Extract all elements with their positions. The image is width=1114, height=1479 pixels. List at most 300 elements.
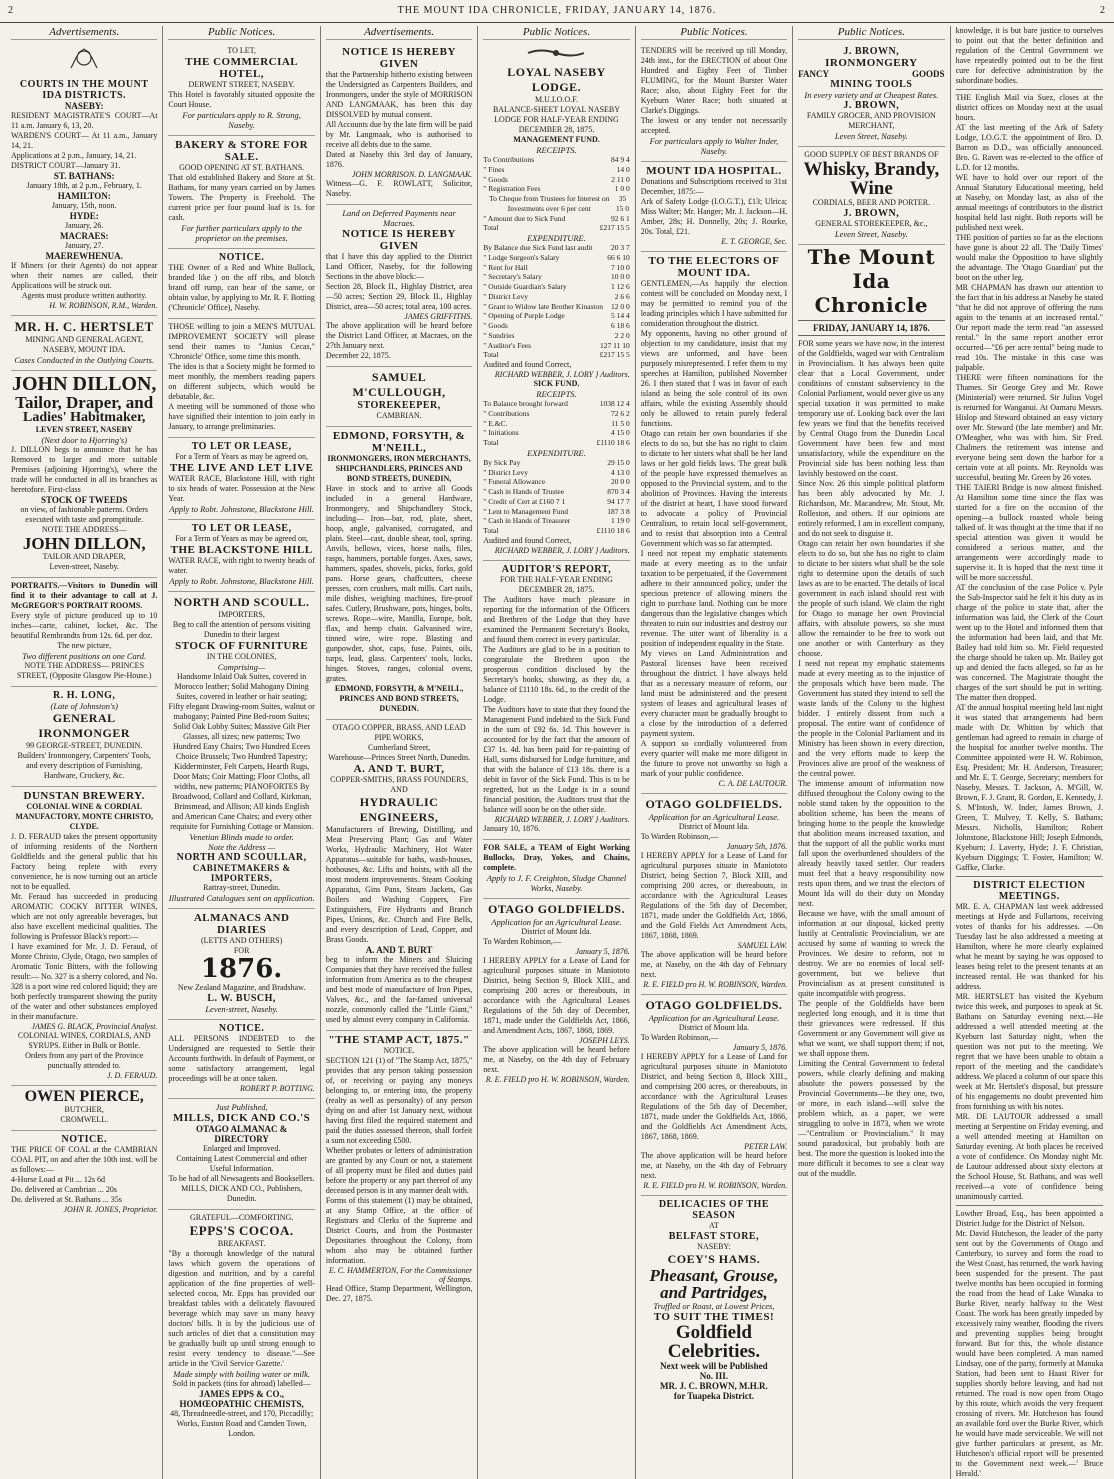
feraud-orders: Orders from any part of the Province punctually attended to. (25, 1051, 144, 1070)
burt-body-2: beg to inform the Miners and Sluicing Companies that they have received the fullest information from America as to the cheapest and best mode of manufacture of Iron Pipes, Valves, &c., and the far-famed universal nozzle, commonly called the "Little Giant," used by almost every company in California. (325, 955, 473, 1024)
ledger-amount: £1110 18 6 (596, 526, 630, 535)
long-address: 99 GEORGE-STREET, DUNEDIN. (26, 741, 143, 750)
ledger-row (483, 507, 629, 517)
sale-apply: Apply to J. F. Creighton, Sludge Channel Works, Naseby. (486, 872, 627, 893)
news-item: Mr. David Hutcheson, the leader of the party sent out by the Governments of Otago and Canterbury, to survey and form the road to the West Coast, has returned, the work having been suspended for the present. The past twelve months has been occupied in forming the road from the head of Lake Wanaka to Burke River, nearly halfway to the West Coast. The work has been greatly impeded by excessively rainy weather, flooding the rivers and preventing supplies being brought forward. But for this, the whole distance would have been completed. A man named Lindsay, one of the party, formerly at Manuka Station, had been sent to Haast River for supplies shortly before leaving, and had not returned. The road is now open from Otago by this route, which avoids the very frequent crossing of rivers. Mr. Hutcheson has found an available ford over the Burke River, which he would have made serviceable. We will not give further particulars at present, as Mr. Hutcheson's official report will be presented to the Government next week.—' Bruce Herald.' (955, 1229, 1103, 1478)
brass-head: OTAGO COPPER, BRASS, AND LEAD PIPE WORKS, (332, 723, 466, 742)
burt-signature: A. AND T. BURT (365, 945, 433, 955)
ledger-row (483, 419, 629, 429)
auditor-report (483, 561, 629, 840)
report-body: The Auditors have much pleasure in reporting for the information of the Officers and Brethren of the Lodge that they have examined the Permanent Secretary's Books, and found them correct in every particular. (483, 594, 630, 644)
portraits-body: Every style of picture produced up to 10 inches—carte, cabinet, locket, &c. The beautiful Rembrandts from 12s. 6d. per doz. (11, 611, 158, 640)
ledger-label: " Contributions (483, 408, 530, 418)
mills-sub: OTAGO ALMANAC & DIRECTORY (195, 1124, 288, 1145)
blackstone-ad (168, 520, 314, 592)
editorial-paragraph: Otago can retain her own boundaries if she elects to do so, but she has no right to claim to dictate to her sisters what shall be the sole right to determine upon the details of such laws as are to be enacted. The details of local government in each island should rest with the people of such island. We claim the right for Otago to manage her own Provincial affairs, with absolute powers, so she must allow the remainder to be free to work out one another or with Canterbury as they choose. (798, 539, 945, 658)
whisky-brandy-wine: Whisky, Brandy, Wine (803, 159, 940, 199)
receipts-label: RECEIPTS. (536, 145, 577, 155)
goldfield-for: for Tuapeka District. (673, 1391, 754, 1401)
ns-sub-2: CABINETMAKERS & IMPORTERS, (192, 863, 291, 883)
agents-note: Agents must produce written authority. (21, 291, 147, 300)
forsyth-trade: IRONMONGERS, IRON MERCHANTS, SHIPCHANDLERS, PRINCES AND BOND STREETS, DUNEDIN, (327, 454, 471, 483)
ledger-label: " Amount due to Sick Fund (483, 213, 566, 223)
report-signature: RICHARD WEBBER, J. LORY } Auditors. (494, 814, 630, 824)
pierce-location: CROMWELL. (60, 1115, 109, 1124)
ledger-row (483, 477, 629, 487)
long-sub: (Late of Johnston's) (50, 701, 118, 711)
tender-note: The lowest or any tender not necessarily accepted. (640, 116, 788, 135)
dillon-location-2: (Next door to Hjorring's) (41, 435, 128, 445)
land-date: December 22, 1875. (325, 351, 391, 360)
ns-colonies: IN THE COLONIES, (206, 652, 277, 661)
notice-witness: Witness—G. F. ROWLATT, Solicitor, Naseby. (325, 179, 473, 198)
ledger-label: To Cheque from Trustees for Interest on Investments over 6 per cent (489, 194, 610, 213)
gold-body: I HEREBY APPLY for a Lease of Land for agricultural purposes situate in Maniototo District, and being Section 8, Block XIII., and comprising 200 acres, or thereabouts, in accordance with the Agricultural Leases Regulations of the 5th day of December, 1871, made under the Goldfields Act, 1866, and the Goldfields Act Amendment Acts, 1867, 1868, 1869. (640, 1052, 788, 1141)
portraits-ad (11, 578, 157, 687)
gold-sub: Application for an Agricultural Lease. (491, 916, 622, 927)
news-item: Lowther Broad, Esq., has been appointed a District Judge for the District of Nelson. (955, 1209, 1103, 1228)
coal-signature: JOHN R. JONES, Proprietor. (63, 1205, 158, 1214)
pierce-trade: BUTCHER, (64, 1105, 104, 1114)
hertslet-name: MR. H. C. HERTSLET (14, 319, 154, 334)
ledger-amount: 14 0 (616, 164, 630, 174)
electors-body-4: I need not repeat my emphatic statements made at every meeting as to the unfair taxation to be perpetuated, if the Government adhere to their announced policy, under the specious pretence of allowing miners the right to purchase land. Nothing can be more dangerous than the legislative changes which threaten to ruin our industries and destroy our revenue. The utter want of liberality is a position of independent equality in the State. (640, 549, 788, 648)
dillon-body: J. DILLON begs to announce that he has Removed to larger and more suitable Premises (adjoining Hjorring's), where the trade will be conducted in all its branches as heretofore. First-class (11, 445, 158, 494)
editorial-paragraph: I need not repeat my emphatic statements made at every meeting as to the injustice of the proposals which have been made. The Government has stated they intend to sell the waste lands of the Colony to the highest bidder. I entirely dissent from such a proposal. The entire want of confidence of the people in the Colonial Parliament and its Ministry has been shown in every direction, and the very efforts made to keep the Provinces alive are proof of the weakness of the central power. (798, 659, 945, 778)
dillon-trade: Tailor, Draper, and (15, 393, 154, 412)
masthead (0, 0, 1114, 23)
ledger-amount: 12 0 0 (610, 301, 630, 311)
notice-head: NOTICE IS HEREBY GIVEN (342, 46, 456, 70)
editorial-paragraph: FOR some years we have now, in the interest of the Goldfields, waged war with Centralism in Provincialism. It has always been quite clear that a Local Government, under conditions of constant subserviency to the Colonial Parliament, would never give us any special taxation it was permitted to make temporary use of. Looking back over the last few years we find that the benefits received by Central Otago from the Dunedin Local Government have been few and most unsatisfactory, while the expenditure on the Provincial side has been nothing less than lavishly bestowed on the coast. (798, 339, 945, 478)
busch-location: Leven-street, Naseby. (205, 1004, 278, 1015)
long-name: R. H. LONG, (52, 690, 116, 701)
electors-head: TO THE ELECTORS OF MOUNT IDA. (648, 255, 780, 279)
epps-name: EPPS'S COCOA. (189, 1223, 294, 1239)
stamp-act-ad (326, 1031, 472, 1309)
ledger-row (483, 350, 629, 360)
livelet-body: WATER RACE, Blackstone Hill, with right to six heads of water. Possession at the New Year. (168, 474, 315, 503)
mills-body: Containing Latest Commercial and other Useful Information. (176, 1154, 307, 1174)
brown-every: In every variety and at Cheapest Rates. (804, 90, 939, 100)
ledger-row (483, 311, 629, 321)
land-heard: The above application will be heard before the District Land Officer, at Macraes, on the 27th January next. (325, 321, 473, 350)
cordials-location: Leven Street, Naseby. (834, 229, 908, 239)
court-line: DISTRICT COURT—January 31. (11, 161, 121, 170)
editorial-continued: knowledge, it is but bare justice to ourselves to point out that the better definition and regulation of the Central Government we have repeatedly pointed out to be the first cure for defective administration by the subordinate bodies. (955, 26, 1103, 85)
forsyth-ad (326, 427, 472, 720)
news-item: AT the annual hospital meeting held last night it was stated that arrangements had been made with Dr. Whitton by which that gentleman had agreed to remain in charge of the hospital for another twelve months. The Committee appointed were H. W. Robinson, Esq. President; Mr. H. Anderson, Treasurer; and Mr. E. T. George, Secretary; members for Naseby, Messrs. T. Jackson, A. M'Gill, W. Brown, F. J. Grant, R. Gordon, E. Kennedy, J. S. M'Intosh, W. Inder, James Brown, J. Green, T. Mulvey, T. Kelly, S. Bathans; Messrs. Nicholls, Hamilton; Robert Johnstone, Blackstone Hill; Joseph Edmonds, Kyeburn; J. Laverty, Hyde; J. F. Christian, Kyeburn Diggings; T. Foster, Hamilton; W. Gaffke, Clarke. (955, 703, 1103, 872)
ledger-label: " Cash in Hands of Trustee (483, 487, 565, 496)
news-item: MR. HERTSLET has visited the Kyeburn twice this week, and purposes to speak at St. Bathans on Saturday evening next.—He addressed a well attended meeting at the Kyeburn last Saturday night, when the question was not put to the meeting. We regret that we have been unable to obtain a report of the meeting and the candidate's address. We placed a column of our space this week at Mr. Hertslet's disposal, but pressure of his engagements no doubt prevented him from furnishing us with his notes. (955, 992, 1103, 1111)
brewery-ad (11, 787, 157, 1086)
news-item: THERE were fifteen nominations for the Thames. Sir George Grey and Mr. Rowe (Ministerial) were returned. Sir Julius Vogel is returned for Wanganui. At Oamaru Messrs. Hislop and Steward obtained an easy victory over Mr. Steward (the late member) and Mr. O'Meagher, who was with him. Sir Fred. Chalmers the retirement was intense and everyone being sent down the harbor for a certain vote at all points. Mr. Reynolds was successful, beating Mr. Green by 26 votes. (955, 373, 1103, 482)
brown-family: FAMILY GROCER, AND PROVISION MERCHANT, (806, 111, 936, 130)
ledger-row (483, 165, 629, 175)
north-scoull-ad (168, 592, 314, 909)
ledger-amount: 187 3 8 (607, 506, 630, 516)
ledger-label: " Outside Guardian's Salary (483, 282, 567, 291)
ledger-amount: £1110 18 6 (596, 438, 630, 447)
ledger-label: To Balance brought forward (483, 399, 568, 408)
hospital-body: Donations and Subscriptions received to 31st December, 1875:— (640, 177, 788, 196)
section-header: Public Notices. (168, 26, 314, 40)
report-head: AUDITOR'S REPORT, (501, 563, 612, 575)
ledger-amount: 84 9 4 (610, 155, 630, 164)
stamp-body: SECTION 121 (1) of "The Stamp Act, 1875," provides that any person taking possession of, or receiving or paying any moneys belonging to, or entering into, the property (realty as well as personalty) of any person dying on and after 1st January next, without having first filed the required statement and paid the duties assessed thereon, shall forfeit a sum not exceeding £500. (325, 1056, 473, 1145)
ledger-row (483, 497, 629, 507)
ledger-label: Total (483, 438, 499, 447)
news-item: MR. DE LAUTOUR addressed a small meeting at Serpentine on Friday evening, and a well attended meeting at Hamilton on Saturday evening. At both places he received a vote of confidence. On Monday night Mr. de Lautour addressed about sixty electors at the School House, St. Bathans, and was well received—a vote of confidence being unanimously carried. (955, 1112, 1103, 1201)
news-item: MR CHAPMAN has drawn our attention to the fact that in his address at Naseby he stated "that he did not approve of offering the runs again to the tenants at an increased rental." Our report made the term read "an assessed rental." In the same report another error occurred—"£6 per acre rental" being made to read 10s. The mistake in this case was palpable. (955, 283, 1103, 372)
tolet-head: TO LET OR LEASE, (191, 441, 292, 452)
news-item: THE TAIERI Bridge is now almost finished. At Hamilton some time since the flax was started for a fire on the occasion of the opening—a bullock roasted whole being talked of. It was thought at the time that if no special attention was given it would be considered a serious matter, and the arrangements were accordingly made to supervise it. It is hoped that the next time it will be more successful. (955, 483, 1103, 582)
blackstone-body: WATER RACE, with right to twenty heads of water. (168, 556, 315, 575)
court-line: January, 27. (65, 241, 104, 250)
land-notice (326, 205, 472, 367)
epps-body: "By a thorough knowledge of the natural laws which govern the operations of digestion and nutrition, and by a careful application of the fine properties of well-selected cocoa, Mr. Epps has provided our breakfast tables with a delicately flavoured beverage which may save us many heavy doctors' bills. It is by the judicious use of such articles of diet that a constitution may be gradually built up until strong enough to resist every tendency to disease."—See article in the 'Civil Service Gazette.' (168, 1249, 315, 1369)
ledger-label: Total (483, 350, 499, 360)
tender-apply: For particulars apply to Walter Inder, Naseby. (649, 136, 779, 156)
commercial-name: THE COMMERCIAL HOTEL, (185, 56, 299, 80)
news-item: MR. E. A. CHAPMAN last week addressed meetings at Hyde and Fullartons, receiving votes of thanks for his addresses. —On Tuesday last he also addressed a meeting at Hamilton, where he more clearly explained what he meant by saying he was opposed to leases being relet to the present tenants at an increased rental. He was thanked for his address. (955, 902, 1103, 991)
editorial-section (798, 245, 944, 1179)
expenditure-label: EXPENDITURE. (527, 233, 586, 243)
burt-name: A. AND T. BURT, (353, 763, 445, 775)
electors-body-3: Otago can retain her own boundaries if she elects to do so, but she has no right to claim to dictate to her sisters what shall be her land laws or her gold fields laws. The great bulk of the people have expressed themselves as opposed to the Provincial system, and to the abolition of Provinces. Having the interests of the district at heart, I have stood forward to advocate a policy of Provincial Centralism, to retain local self-government, and to resist that absorption into a Central Government which was so far attempted. (640, 429, 788, 548)
ledger-amount: £217 15 5 (599, 350, 630, 360)
almanac-head: ALMANACS AND DIARIES (193, 912, 290, 936)
ledger-amount: 127 11 10 (599, 340, 630, 350)
ledger-amount: 870 3 4 (607, 487, 630, 496)
ns-comprising: Comprising— (217, 662, 266, 672)
tolet-head: TO LET OR LEASE, (191, 523, 292, 534)
ledger-amount: 7 10 0 (610, 262, 630, 272)
dillon-trade-2: Ladies' Habitmaker, (23, 410, 146, 425)
brown-mining: MINING TOOLS (830, 79, 913, 90)
ledger-label: " Rent for Hall (483, 262, 528, 272)
indebted-signature: ROBERT P. BOTTING. (240, 1084, 315, 1094)
mens-body: THOSE willing to join a MEN'S MUTUAL IMPROVEMENT SOCIETY will please send their names to "Junius Cecas," 'Chronicle' Office, some time this month. (168, 322, 315, 361)
bullock-notice (168, 249, 314, 319)
ledger-row (483, 428, 629, 438)
section-header: Advertisements. (11, 26, 157, 40)
forsyth-name: EDMOND, FORSYTH, & M'NEILL, (332, 430, 466, 454)
ledger-amount: 35 15 0 (615, 194, 630, 213)
feraud-body: J. D. FERAUD takes the present opportunity of informing residents of the Northern Goldfields and the general public that his Factory being replete with every convenience, he is now turning out an article not to be equalled. (11, 832, 158, 891)
coal-line: Do. delivered at St. Bathans ... 35s (11, 1195, 122, 1204)
ledger-row (483, 341, 629, 351)
tolet-term: For a Term of Years as may be agreed on, (175, 452, 309, 461)
column-2 (163, 26, 320, 1479)
electors-body: GENTLEMEN,—As happily the election contest will be concluded on Monday next, I may be permitted to remind you of the leading principles which I have submitted for consideration throughout the district. (640, 279, 788, 328)
bullock-body: THE Owner of a Red and White Bullock, branded like ) on the off ribs, and blotch brand off rump, can hear of the same, or obtain value, by applying to Mr. R. F. Botting ('Chronicle' Office), Naseby. (168, 263, 315, 312)
hertslet-trade: MINING AND GENERAL AGENT, (25, 335, 144, 344)
audited-label: Audited and found Correct, (483, 535, 572, 545)
coal-notice-label: NOTICE. (61, 1134, 107, 1145)
fancy-goods-row (798, 69, 944, 79)
electors-body-6: A support so cordially volunteered from every quarter will make me more diligent in the future to prove not unworthy so high a mark of your public confidence. (640, 739, 788, 778)
stamp-head: "THE STAMP ACT, 1875." (328, 1034, 470, 1046)
ledger-row (483, 487, 629, 497)
epps-cocoa-ad (168, 1210, 314, 1444)
stamp-notice: NOTICE. (383, 1046, 415, 1055)
news-item: THE English Mail via Suez, closes at the district offices on Monday next at the usual hours. (955, 93, 1103, 122)
gold-warden: R. E. FIELD pro H. W. ROBINSON, Warden. (643, 980, 788, 989)
ledger-amount: 4 15 0 (610, 428, 630, 438)
crest-icon (65, 48, 103, 72)
gold-head: OTAGO GOLDFIELDS. (488, 901, 625, 916)
burt-body: Manufacturers of Brewing, Distilling, and Meat Preserving Plant; Gas and Water Works, Hydraulic Machinery, Hot Water Apparatus—suitable for baths, wash-houses, hothouses, &c. Lifts and hoists, with all the most modern improvements. Steam Cooking Apparatus, Gins Pans, Steam Jackets, Gas Boilers and Washing Coppers, Fire Extinguishers, Fire Hydrants and Branch Pipes, Unions, &c. Church and Fire Bells, and every description of Lead, Copper, and Brass Goods. (325, 825, 473, 944)
gold-warden: R. E. FIELD pro H. W. ROBINSON, Warden. (643, 1181, 788, 1190)
ledger-row (483, 516, 629, 526)
column-1 (6, 26, 163, 1479)
forsyth-signature: EDMOND, FORSYTH, & M'NEILL, PRINCES AND BOND STREETS, DUNEDIN. (334, 684, 464, 713)
land-signature: JAMES GRIFFITHS. (404, 312, 473, 321)
bakery-head: BAKERY & STORE FOR SALE. (175, 139, 309, 163)
delicacies-ad (641, 1196, 787, 1406)
mens-society-ad (168, 319, 314, 438)
news-item: AT the last meeting of the Ark of Safety Lodge, I.O.G.T. the appointment of Bro. D. Barron as D.D., was officially announced. Bro. G. Raven was re-elected to the office of L.D. for 12 months. (955, 123, 1103, 172)
gold-date: January 5, 1876. (575, 946, 630, 956)
ledger-row (483, 272, 629, 282)
ledger-amount: 66 6 10 (607, 252, 630, 262)
ledger-label: " Goods (483, 174, 508, 184)
editorial-paragraph: The people of the Goldfields have been neglected long enough, and it is time that their grievances were redressed. If this Government or any Government will give us what we want, we shall support them; if not, we shall oppose them. (798, 999, 945, 1058)
brown-trade: IRONMONGERY (825, 57, 918, 69)
forsyth-body: Have in stock and to arrive all Goods included in a general Hardware, Ironmongery, and Shipchandlery Stock, including— Iron—bar, rod, plate, sheet, hoop, angle, galvanised, corrugated, and plain. Steel—cast, double shear, tool, spring. Anvils, bellows, vices, horse nails, files, rasps, hammers, portable forges. Axes, saws, hammers, spades, shovels, picks, forks, gold pans. Horse gears, chaffcutters, cheese presses, corn crushers, malt mills. Cart nails, mile dishes, weighing machines, fire-proof safes. Cutlery, Brushware, pots, hinges, bolts, screws. Rope—wire, Manilla, Europe, bolt, flax, and hemp chain. Galvanised wire, tinned wire, wire rope. Blasting and gunpowder, shot, caps, fuse. Paints, oils, turps, lead, glass. Carpenters' tools, locks, hinges. Stoves, ranges, colonial ovens, grates. (325, 484, 473, 683)
whisky-ad (798, 147, 944, 245)
lodge-sub: M.U.I.O.O.F. (535, 95, 578, 104)
livelet-apply: Apply to Robt. Johnstone, Blackstone Hill. (169, 504, 314, 514)
column-5 (636, 26, 793, 1479)
ledger-label: " District Levy (483, 291, 528, 301)
gold-signature: JOSEPH LEYS. (579, 1035, 630, 1045)
column-7 (951, 26, 1108, 1479)
bakery-sub: GOOD OPENING AT ST. BATHANS. (179, 163, 305, 172)
ledger-row (483, 263, 629, 273)
ledger-row (483, 409, 629, 419)
ledger-label: Total (483, 223, 499, 233)
miners-note: If Miners (or their Agents) do not appear when their names are called, their Applications will be struck out. (11, 261, 158, 290)
court-line: Applications at 2 p.m., January, 14, 21. (11, 151, 137, 160)
ledger-amount: 92 6 1 (610, 213, 630, 223)
ledger-amount: 1 12 6 (610, 282, 630, 291)
stamp-signature: E. C. HAMMERTON, For the Commissioner of Stamps. (328, 1266, 473, 1284)
section-header: Advertisements. (326, 26, 472, 40)
commercial-hotel-ad (168, 43, 314, 136)
cordials-sub: GENERAL STOREKEEPER, &c., (815, 219, 928, 228)
gold-body: I HEREBY APPLY for a Lease of Land for agricultural purposes situate in Maniototo District, being Section 9, Block XIII., and comprising 200 acres or thereabouts, in accordance with the Agricultural Leases Regulations of the 5th day of December, 1871, made under the Goldfields Act, 1866, and Amendment Acts, 1867, 1868, 1869. (483, 955, 630, 1035)
ledger-label: To Contributions (483, 155, 535, 164)
dillon-location-3: Leven-street, Naseby. (49, 562, 119, 571)
sale-head: FOR SALE, a TEAM of Eight Working Bullocks, Dray, Yokes, and Chains, complete. (483, 842, 630, 872)
feraud-report: I have examined for Mr. J. D. Feraud, of Monte Christo, Clyde, Otago, two samples of Aromatic Tonic Bitters, with the following result:— No. 327 is a sherry colored, and No. 328 is a port wine red colored liquid; they are both perfectly transparent showing the purity of the water and other substances employed in their manufacture. (11, 942, 158, 1021)
st-bathans-label: ST. BATHANS: (53, 171, 115, 181)
delicacies-head: DELICACIES OF THE SEASON (658, 1199, 770, 1221)
ledger-amount: 72 6 2 (610, 408, 630, 418)
ledger-label: " Goods (483, 321, 508, 330)
ledger-label: " Registration Fees (483, 184, 541, 194)
burt-ad (326, 720, 472, 1031)
gold-date: January 5, 1876. (732, 1043, 788, 1052)
ledger-amount: 29 15 0 (607, 457, 630, 467)
sick-fund: SICK FUND. (533, 379, 580, 388)
goldfield-celebrities: Goldfield Celebrities. (667, 1322, 761, 1362)
mills-sub-2: Enlarged and Improved. (202, 1144, 281, 1154)
pheasant: Pheasant, Grouse, and Partridges, (649, 1266, 779, 1302)
column-4 (478, 26, 635, 1479)
ledger-row (483, 292, 629, 302)
report-body-2: The Auditors are glad to be in a position to congratulate the Brethren upon the prosperous condition disclosed by the Secretary's books, showing, as they do, a balance of £1110 18s. 6d., to the credit of the Lodge. (483, 644, 630, 704)
sick-receipts-label: RECEIPTS. (536, 389, 577, 399)
notice-signature: JOHN MORRISON. D. LANGMAAK. (351, 170, 473, 179)
bakery-ad (168, 136, 314, 249)
gold-warden: R. E. FIELD pro H. W. ROBINSON, Warden. (485, 1074, 630, 1084)
epps-made: Made simply with boiling water or milk. (173, 1369, 310, 1380)
lodge-head: BALANCE-SHEET LOYAL NASEBY LODGE FOR HALF-YEAR ENDING DECEMBER 28, 1875. (492, 105, 621, 134)
brown-ironmongery-ad (798, 43, 944, 147)
hospital-signature: E. T. GEORGE, Sec. (721, 237, 788, 246)
land-head: Land on Deferred Payments near Macraes. (342, 208, 456, 228)
gold-head: OTAGO GOLDFIELDS. (645, 797, 783, 811)
ledger-row (483, 155, 629, 165)
mccullough-location: CAMBRIAN. (376, 411, 422, 420)
long-ad (11, 687, 157, 787)
ledger-label: " Auditor's Fees (483, 340, 532, 350)
dillon-sub: TAILOR AND DRAPER, (42, 552, 126, 561)
dillon-tweeds: STOCK OF TWEEDS (41, 495, 128, 505)
lodge-balance-sheet (483, 43, 629, 561)
portraits-address: NOTE THE ADDRESS— PRINCES STREET, (Opposite Glasgow Pie-House.) (16, 661, 152, 680)
coal-head: THE PRICE OF COAL at the CAMBRIAN COAL PIT, on and after the 10th inst. will be as follows:— (11, 1145, 158, 1174)
ns-name-2: NORTH AND SCOULLAR, (176, 852, 307, 863)
ledger-amount: 11 5 0 (611, 418, 630, 428)
feraud-signature: JAMES G. BLACK, Provincial Analyst. (31, 1022, 158, 1031)
hertslet-note: Cases Conducted in the Outlying Courts. (14, 355, 155, 365)
epps-signature: JAMES EPPS & CO., HOMŒOPATHIC CHEMISTS, (179, 1389, 304, 1410)
ledger-row (483, 468, 629, 478)
ledger-label: By Balance due Sick Fund last audit (483, 243, 593, 252)
delicacies-location: NASEBY: (697, 1242, 731, 1251)
auditors: RICHARD WEBBER, J. LORY } Auditors. (494, 370, 630, 379)
notice-body: that the Partnership hitherto existing between the Undersigned as Carpenters Builders, and Ironmongers, under the style of MORRISON AND LANGMAAK, has been this day DISSOLVED by mutual consent. (325, 70, 473, 119)
electors-address (641, 252, 787, 794)
brewery-sub: COLONIAL WINE & CORDIAL MANUFACTORY, MONTE CHRISTO, CLYDE. (15, 802, 154, 831)
mills-signature: MILLS, DICK AND CO., Publishers, Dunedin. (181, 1184, 303, 1204)
brown-name-2: J. BROWN, (843, 100, 900, 111)
gold-heard: The above application will be heard before me, at Naseby, on the 4th day of February next. (483, 1044, 630, 1074)
hospital-name: MOUNT IDA HOSPITAL. (646, 165, 782, 177)
page-number: 2 (8, 5, 14, 16)
ledger-amount: 5 14 4 (610, 311, 630, 321)
hertslet-ad (11, 316, 157, 371)
ledger-row (483, 223, 629, 233)
naseby-label: NASEBY: (64, 101, 104, 111)
expenditure-table (483, 243, 629, 360)
ledger-row (483, 458, 629, 468)
ledger-amount: £217 15 5 (599, 223, 630, 233)
gold-sub: Application for an Agricultural Lease. (648, 1013, 780, 1023)
gold-to: To Warden Robinson,— (640, 832, 719, 841)
commercial-particulars: For particulars apply to R. Strong, Naseby. (182, 110, 301, 130)
ledger-label: " Secretary's Salary (483, 272, 542, 282)
ledger-row (483, 175, 629, 185)
mills-name: MILLS, DICK AND CO.'S (172, 1112, 311, 1125)
courts-notice (11, 43, 157, 316)
stamp-body-3: Forms of this statement (1) may be obtained, at any Stamp Office, at the office of Registrars and Clerks of the Supreme and District Courts, and from the Postmaster Depositaries throughout the Colony, from whom also may be obtained further information. (325, 1196, 473, 1265)
divider (956, 876, 1103, 877)
ledger-amount: 1 0 0 (614, 184, 630, 194)
feraud-colonial: COLONIAL WINES, CORDIALS, AND SYRUPS. Either in Bulk or Bottle. (17, 1031, 151, 1050)
notice-dated: Dated at Naseby this 3rd day of January, 1876. (325, 150, 473, 169)
coal-line: 4-Horse Load at Pit ... 12s 6d (11, 1175, 105, 1184)
sick-receipts-table (483, 399, 629, 448)
news-item: WE have to hold over our report of the Annual Statutory Educational meeting, held at Naseby, on Monday last, as also of the annual meetings of contributors to the district hospital held last night. Both reports will be published next week. (955, 173, 1103, 232)
goldfield-name: MR. J. C. BROWN, M.H.R. (660, 1381, 768, 1391)
ledger-label: " E.&C. (483, 418, 508, 428)
ns-name: NORTH AND SCOULL. (173, 595, 310, 609)
ledger-label: " Credit of Cert at £160 7 1 (483, 496, 566, 506)
goldfields-lease-ad (641, 794, 787, 995)
ledger-amount: 4 13 0 (610, 467, 630, 477)
ledger-amount: 2 2 0 (614, 330, 630, 340)
auditors: RICHARD WEBBER, J. LORY } Auditors. (494, 545, 630, 555)
section-header: Public Notices. (641, 26, 787, 40)
ledger-amount: 1038 12 4 (599, 399, 630, 408)
suit: TO SUIT THE TIMES! (653, 1311, 775, 1323)
brown-fancy: FANCY (798, 69, 829, 79)
mgmt-fund: MANAGEMENT FUND. (513, 135, 600, 144)
gold-sub: Application for an Agricultural Lease. (648, 812, 780, 822)
macraes-label: MACRAES: (59, 231, 109, 241)
almanac-sub: (LETTS AND OTHERS) (200, 936, 283, 945)
report-date: January 10, 1876. (483, 823, 541, 833)
ledger-amount: 2 6 6 (614, 291, 630, 301)
ledger-label: " Funeral Allowance (483, 477, 546, 487)
gold-district: District of Mount Ida. (678, 822, 750, 831)
hospital-list: Ark of Safety Lodge (I.O.G.T.), £13; Ulrica; Miss Walter; Mr. Hanger; Mr. J. Jackson—H. Amber, 28s; H. Donnelly, 20s; J. Rourke, 20s. Total, £21. (640, 197, 788, 236)
paper-date: FRIDAY, JANUARY 14, 1876. (798, 320, 944, 336)
ns-catalogues: Illustrated Catalogues sent on application. (168, 893, 315, 903)
column-3 (321, 26, 478, 1479)
ledger-amount: 10 0 0 (610, 272, 630, 282)
ledger-label: By Sick Pay (483, 457, 521, 467)
ns-venetian: Venetian Blinds made to order. (189, 832, 294, 842)
delicacies-store: BELFAST STORE, (668, 1231, 760, 1242)
coal-line: Do. delivered at Cambrian ... 20s (11, 1185, 117, 1194)
gold-district: District of Mount Ida. (678, 1023, 750, 1032)
gold-signature: PETER LAW. (744, 1142, 788, 1151)
brewery-name: DUNSTAN BREWERY. (23, 790, 145, 802)
ledger-label: " Lent to Management Fund (483, 506, 568, 516)
livelet-name: THE LIVE AND LET LIVE (169, 462, 314, 474)
column-6 (793, 26, 950, 1479)
almanac-body: New Zealand Magazine, and Bradshaw. (177, 983, 306, 993)
goldfield-no: No. III. (699, 1371, 729, 1381)
election-head: DISTRICT ELECTION MEETINGS. (973, 880, 1086, 902)
almanac-year: 1876. (200, 954, 283, 984)
ledger-row (483, 253, 629, 263)
almanac-for: FOR (233, 946, 250, 955)
brown-location: Leven Street, Naseby. (834, 131, 908, 141)
brown-goods: GOODS (912, 69, 945, 79)
mills-dick-ad (168, 1099, 314, 1210)
mills-body-2: To be had of all Newsagents and Booksellers. (168, 1174, 315, 1184)
dillon-ad (11, 371, 157, 578)
notice-body-2: All Accounts due by the late firm will be paid by Mr. Langmaak, who is authorised to receive all debts due to the same. (325, 120, 473, 149)
ledger-row (483, 184, 629, 194)
